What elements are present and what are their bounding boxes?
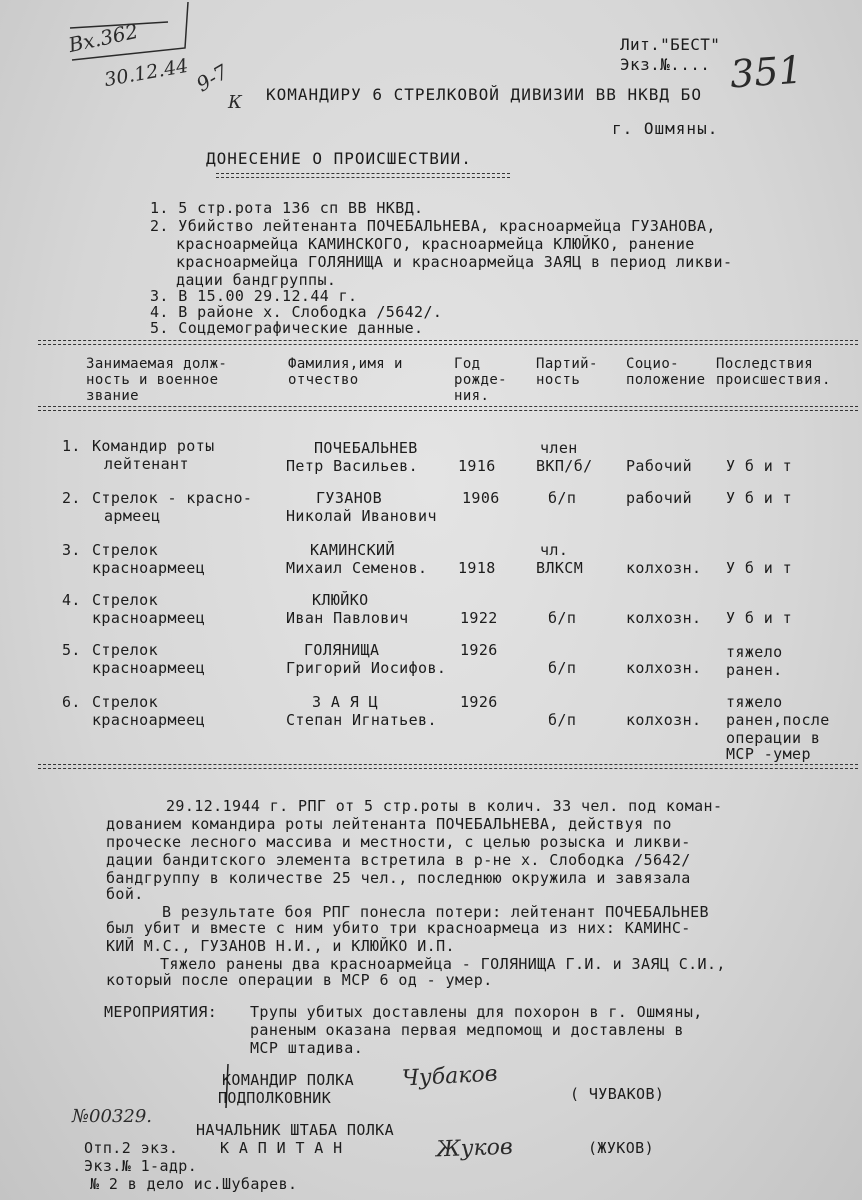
header-name-1: Фамилия,имя и — [288, 356, 403, 372]
row-given-name: Михаил Семенов. — [286, 559, 428, 577]
row-number: 4. — [62, 591, 81, 609]
row-outcome: У б и т — [726, 489, 793, 507]
body-line: бой. — [106, 885, 144, 903]
header-party-1: Партий- — [536, 356, 598, 372]
table-bottom-rule — [38, 764, 858, 769]
row-outcome-3: операции в — [726, 729, 821, 747]
row-position: Стрелок — [92, 541, 159, 559]
row-rank: красноармеец — [92, 711, 206, 729]
point-2: 2. Убийство лейтенанта ПОЧЕБАЛЬНЕВА, красноармейца ГУЗАНОВА, — [150, 217, 716, 235]
measures-label: МЕРОПРИЯТИЯ: — [104, 1003, 218, 1021]
addressee-city: г. Ошмяны. — [612, 119, 719, 138]
row-social: колхозн. — [626, 559, 702, 577]
body-line: бандгруппу в количестве 25 чел., последнюю окружила и завязала — [106, 869, 691, 887]
row-year: 1906 — [462, 489, 500, 507]
addressee: КОМАНДИРУ 6 СТРЕЛКОВОЙ ДИВИЗИИ ВВ НКВД БО — [266, 85, 702, 104]
row-party-2: ВЛКСМ — [536, 559, 584, 577]
sheet-number: 351 — [728, 47, 804, 97]
table-header-rule — [38, 406, 858, 411]
lit-label: Лит."БЕСТ" — [620, 35, 721, 54]
chief-title: НАЧАЛЬНИК ШТАБА ПОЛКА — [196, 1121, 395, 1139]
row-party: б/п — [548, 711, 577, 729]
row-social: колхозн. — [626, 711, 702, 729]
point-2-cont-1: красноармейца КАМИНСКОГО, красноармейца КЛЮЙКО, ранение — [176, 235, 695, 253]
row-position: Стрелок — [92, 641, 159, 659]
row-number: 5. — [62, 641, 81, 659]
measures-line: Трупы убитых доставлены для похорон в г. Ошмяны, — [250, 1003, 703, 1021]
document-title: ДОНЕСЕНИЕ О ПРОИСШЕСТВИИ. — [206, 149, 472, 168]
row-surname: ГУЗАНОВ — [316, 489, 383, 507]
header-outcome-1: Последствия — [716, 356, 814, 372]
row-number: 1. — [62, 437, 81, 455]
point-5: 5. Соцдемографические данные. — [150, 319, 424, 337]
row-outcome-2: ранен. — [726, 661, 783, 679]
footer-copy-1: Экз.№ 1-адр. — [84, 1157, 198, 1175]
row-party: б/п — [548, 659, 577, 677]
body-line: проческе лесного массива и местности, с целью розыска и ликви- — [106, 833, 691, 851]
row-surname: КЛЮЙКО — [312, 591, 369, 609]
body-line: дации бандитского элемента встретила в р-не х. Слободка /5642/ — [106, 851, 691, 869]
header-year-3: ния. — [454, 388, 490, 404]
point-2-cont-3: дации бандгруппы. — [176, 271, 337, 289]
row-outcome: тяжело — [726, 693, 783, 711]
row-position: Командир роты — [92, 437, 215, 455]
commander-name: ( ЧУВАКОВ) — [570, 1085, 665, 1103]
row-given-name: Григорий Иосифов. — [286, 659, 447, 677]
point-4: 4. В районе х. Слободка /5642/. — [150, 303, 443, 321]
header-social-2: положение — [626, 372, 706, 388]
handwritten-mark: 9-7 — [192, 59, 233, 97]
incoming-number: Вх.362 — [66, 18, 141, 58]
header-position-1: Занимаемая долж- — [86, 356, 228, 372]
chief-handwritten-signature: Жуков — [435, 1134, 514, 1163]
row-surname: ГОЛЯНИЩА — [304, 641, 380, 659]
row-party: б/п — [548, 489, 577, 507]
row-year: 1926 — [460, 641, 498, 659]
row-party: б/п — [548, 609, 577, 627]
body-line: который после операции в МСР 6 од - умер. — [106, 971, 493, 989]
header-position-3: звание — [86, 388, 139, 404]
footer-copies: Отп.2 экз. — [84, 1139, 179, 1157]
row-given-name: Петр Васильев. — [286, 457, 419, 475]
body-line: 29.12.1944 г. РПГ от 5 стр.роты в колич. 33 чел. под коман- — [166, 797, 723, 815]
row-rank: красноармеец — [92, 559, 206, 577]
row-party: член — [540, 439, 578, 457]
signature-bracket — [220, 1062, 230, 1110]
header-party-2: ность — [536, 372, 581, 388]
row-outcome-4: МСР -умер — [726, 745, 811, 763]
row-outcome: У б и т — [726, 609, 793, 627]
header-year-1: Год — [454, 356, 481, 372]
row-given-name: Степан Игнатьев. — [286, 711, 437, 729]
incoming-stamp — [0, 0, 190, 90]
row-surname: КАМИНСКИЙ — [310, 541, 395, 559]
row-number: 2. — [62, 489, 81, 507]
row-year: 1918 — [458, 559, 496, 577]
row-surname: ПОЧЕБАЛЬНЕВ — [314, 439, 418, 457]
row-social: Рабочий — [626, 457, 693, 475]
row-outcome-2: ранен,после — [726, 711, 830, 729]
header-year-2: рожде- — [454, 372, 507, 388]
row-given-name: Николай Иванович — [286, 507, 437, 525]
measures-line: раненым оказана первая медпомощ и доставлены в — [250, 1021, 684, 1039]
header-position-2: ность и военное — [86, 372, 219, 388]
row-party-2: ВКП/б/ — [536, 457, 593, 475]
header-social-1: Социо- — [626, 356, 679, 372]
body-line: Тяжело ранены два красноармейца - ГОЛЯНИЩА Г.И. и ЗАЯЦ С.И., — [160, 955, 726, 973]
commander-title: КОМАНДИР ПОЛКА — [222, 1071, 355, 1089]
row-social: рабочий — [626, 489, 693, 507]
row-number: 3. — [62, 541, 81, 559]
row-position: Стрелок - красно- — [92, 489, 253, 507]
body-line: В результате боя РПГ понесла потери: лейтенант ПОЧЕБАЛЬНЕВ — [162, 903, 709, 921]
body-line: дованием командира роты лейтенанта ПОЧЕБАЛЬНЕВА, действуя по — [106, 815, 672, 833]
title-underline — [216, 173, 510, 178]
table-top-rule — [38, 340, 858, 345]
point-1: 1. 5 стр.рота 136 сп ВВ НКВД. — [150, 199, 424, 217]
row-given-name: Иван Павлович — [286, 609, 409, 627]
row-year: 1922 — [460, 609, 498, 627]
row-rank: красноармеец — [92, 659, 206, 677]
body-line: КИЙ М.С., ГУЗАНОВ Н.И., и КЛЮЙКО И.П. — [106, 937, 455, 955]
row-number: 6. — [62, 693, 81, 711]
row-rank: армеец — [104, 507, 161, 525]
body-line: был убит и вместе с ним убито три красноармеца из них: КАМИНС- — [106, 919, 691, 937]
row-outcome: У б и т — [726, 457, 793, 475]
row-year: 1916 — [458, 457, 496, 475]
row-rank: лейтенант — [104, 455, 189, 473]
point-2-cont-2: красноармейца ГОЛЯНИЩА и красноармейца ЗАЯЦ в период ликви- — [176, 253, 733, 271]
commander-handwritten-signature: Чубаков — [401, 1061, 499, 1092]
row-position: Стрелок — [92, 693, 159, 711]
row-social: колхозн. — [626, 609, 702, 627]
outgoing-number: №00329. — [72, 1106, 153, 1127]
row-outcome: У б и т — [726, 559, 793, 577]
copy-label: Экз.№.... — [620, 55, 711, 74]
commander-rank: ПОДПОЛКОВНИК — [218, 1089, 332, 1107]
header-outcome-2: происшествия. — [716, 372, 831, 388]
row-surname: З А Я Ц — [312, 693, 379, 711]
point-3: 3. В 15.00 29.12.44 г. — [150, 287, 358, 305]
chief-name: (ЖУКОВ) — [588, 1139, 655, 1157]
row-rank: красноармеец — [92, 609, 206, 627]
incoming-date: 30.12.44 — [102, 54, 190, 92]
handwritten-mark-k: К — [228, 92, 242, 113]
row-social: колхозн. — [626, 659, 702, 677]
chief-rank: К А П И Т А Н — [220, 1139, 343, 1157]
footer-copy-2: № 2 в дело ис.Шубарев. — [90, 1175, 298, 1193]
row-outcome: тяжело — [726, 643, 783, 661]
row-party: чл. — [540, 541, 569, 559]
header-name-2: отчество — [288, 372, 359, 388]
measures-line: МСР штадива. — [250, 1039, 364, 1057]
row-year: 1926 — [460, 693, 498, 711]
row-position: Стрелок — [92, 591, 159, 609]
